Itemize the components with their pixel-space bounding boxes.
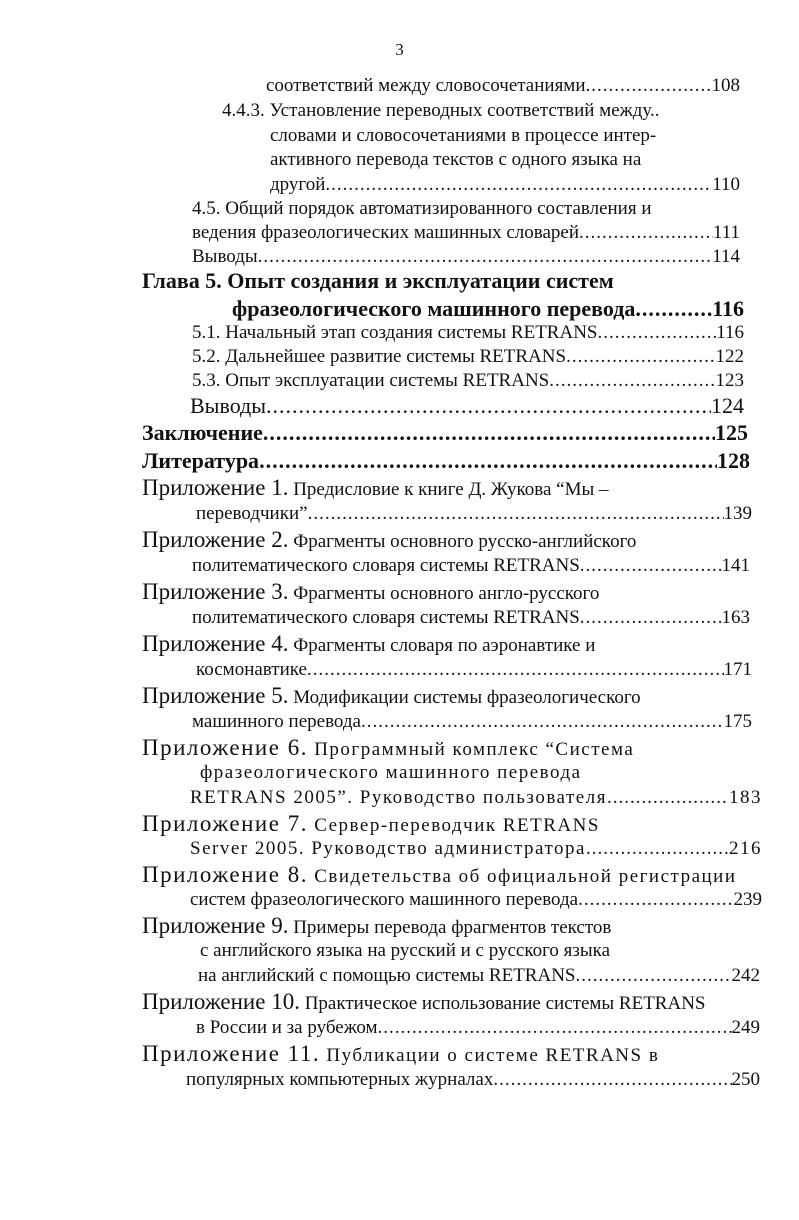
toc-entry-text: политематического словаря системы RETRANS [192, 607, 580, 628]
toc-entry[interactable] [190, 837, 762, 861]
toc-entry[interactable] [192, 245, 740, 269]
appendix-label: Приложение 10. [142, 989, 300, 1014]
toc-entry-text: на английский с помощью системы RETRANS [198, 965, 576, 986]
appendix-label: Приложение 3. [142, 579, 289, 604]
toc-entry[interactable] [270, 173, 740, 197]
leader-dots [493, 1068, 731, 1092]
leader-dots [635, 297, 712, 321]
toc-entry[interactable] [192, 321, 744, 345]
appendix-title: Фрагменты основного англо-русского [293, 583, 600, 604]
appendix-label: Приложение 6. [142, 735, 308, 760]
appendix-title: Примеры перевода фрагментов текстов [293, 917, 612, 938]
appendix-label: Приложение 7. [142, 811, 308, 836]
appendix-heading[interactable] [142, 528, 636, 554]
toc-entry-text: соответствий между словосочетаниями [266, 75, 586, 96]
leader-dots [598, 321, 717, 345]
leader-dots [580, 554, 722, 578]
toc-page-number: 110 [712, 174, 740, 195]
toc-entry[interactable] [196, 1016, 760, 1040]
leader-dots [580, 606, 722, 630]
appendix-heading[interactable] [142, 580, 599, 606]
toc-entry-text: ведения фразеологических машинных словарей [192, 222, 580, 243]
toc-entry-text: другой [270, 174, 326, 195]
appendix-title: Сервер-переводчик RETRANS [314, 815, 600, 836]
toc-entry-text: переводчики” [196, 503, 308, 524]
toc-entry[interactable] [142, 449, 750, 473]
leader-dots [579, 221, 713, 245]
toc-entry[interactable] [192, 606, 750, 630]
toc-entry-text: Server 2005. Руководство администратора [190, 838, 586, 859]
appendix-heading[interactable] [142, 736, 634, 762]
toc-entry-text: космонавтике [196, 659, 307, 680]
appendix-heading[interactable] [142, 632, 595, 658]
toc-entry-continuation: с английского языка на русский и с русского языка [200, 940, 611, 961]
toc-page-number: 171 [723, 659, 752, 680]
toc-entry[interactable] [190, 786, 762, 810]
toc-entry-heading[interactable]: 4.4.3. Установление переводных соответствий между.. [222, 100, 660, 121]
toc-page-number: 239 [733, 889, 762, 910]
toc-entry-text: 5.2. Дальнейшее развитие системы RETRANS [192, 346, 567, 367]
appendix-title: Практическое использование системы RETRANS [304, 993, 706, 1014]
leader-dots [307, 658, 724, 682]
toc-entry[interactable] [192, 710, 752, 734]
appendix-heading[interactable] [142, 863, 737, 889]
toc-page-number: 122 [715, 346, 744, 367]
leader-dots [361, 710, 724, 734]
toc-page-number: 141 [721, 555, 750, 576]
toc-entry-text: 5.1. Начальный этап создания системы RETRANS [192, 322, 598, 343]
appendix-label: Приложение 11. [142, 1041, 321, 1066]
toc-entry-text: Выводы [192, 246, 258, 267]
leader-dots [607, 786, 729, 810]
toc-entry[interactable] [192, 345, 744, 369]
toc-entry[interactable] [196, 502, 752, 526]
toc-entry-text: 5.3. Опыт эксплуатации системы RETRANS [192, 370, 550, 391]
appendix-label: Приложение 8. [142, 862, 308, 887]
toc-entry-text: в России и за рубежом [196, 1017, 378, 1038]
toc-entry-text: Выводы [190, 393, 267, 418]
leader-dots [575, 964, 731, 988]
toc-page-number: 125 [715, 420, 748, 445]
toc-page-number: 242 [731, 965, 760, 986]
toc-entry-continuation: словами и словосочетаниями в процессе интер- [270, 125, 657, 146]
appendix-heading[interactable] [142, 990, 706, 1016]
leader-dots [325, 173, 712, 197]
toc-page-number: 116 [716, 322, 744, 343]
toc-entry[interactable] [186, 1068, 760, 1092]
appendix-heading[interactable] [142, 812, 600, 838]
toc-entry-text: политематического словаря системы RETRANS [192, 555, 580, 576]
page-number: 3 [395, 40, 404, 59]
appendix-title: Предисловие к книге Д. Жукова “Мы – [293, 479, 609, 500]
toc-page-number: 111 [712, 222, 740, 243]
toc-entry-text: фразеологического машинного перевода [232, 296, 636, 321]
leader-dots [586, 74, 712, 98]
toc-entry[interactable] [232, 297, 744, 321]
toc-entry-text: машинного перевода [192, 711, 361, 732]
toc-entry-heading[interactable]: 4.5. Общий порядок автоматизированного составления и [192, 198, 652, 219]
appendix-label: Приложение 2. [142, 527, 289, 552]
toc-entry-continuation: активного перевода текстов с одного языка на [270, 149, 642, 170]
toc-page-number: 108 [711, 75, 740, 96]
leader-dots [378, 1016, 732, 1040]
appendix-heading[interactable] [142, 1042, 659, 1068]
toc-page-number: 163 [721, 607, 750, 628]
toc-entry-text: Литература [142, 448, 260, 473]
appendix-heading[interactable] [142, 914, 611, 940]
toc-entry[interactable] [190, 888, 762, 912]
toc-entry[interactable] [198, 964, 760, 988]
appendix-title: Фрагменты словаря по аэронавтике и [293, 635, 596, 656]
chapter-heading[interactable]: Глава 5. Опыт создания и эксплуатации систем [142, 268, 614, 293]
leader-dots [549, 369, 715, 393]
toc-page-number: 216 [729, 838, 762, 859]
toc-page-number: 139 [723, 503, 752, 524]
toc-page-number: 128 [717, 448, 750, 473]
appendix-label: Приложение 5. [142, 683, 289, 708]
leader-dots [566, 345, 715, 369]
appendix-heading[interactable] [142, 684, 641, 710]
appendix-title: Свидетельства об официальной регистрации [314, 866, 737, 887]
leader-dots [259, 449, 717, 473]
toc-entry[interactable] [192, 554, 750, 578]
appendix-label: Приложение 4. [142, 631, 289, 656]
appendix-title: Модификации системы фразеологического [293, 687, 641, 708]
leader-dots [263, 421, 715, 445]
toc-entry[interactable] [190, 394, 744, 418]
toc-page-number: 175 [723, 711, 752, 732]
toc-entry[interactable] [192, 369, 744, 393]
toc-entry-text: Заключение [142, 420, 263, 445]
toc-page-number: 114 [712, 246, 740, 267]
toc-entry[interactable] [266, 74, 740, 98]
toc-entry[interactable] [192, 221, 740, 245]
leader-dots [578, 888, 733, 912]
toc-page-number: 124 [711, 393, 744, 418]
appendix-title: Фрагменты основного русско-английского [293, 531, 637, 552]
toc-entry-text: систем фразеологического машинного перевода [190, 889, 579, 910]
appendix-title: Программный комплекс “Система [314, 739, 635, 760]
toc-entry[interactable] [142, 421, 748, 445]
leader-dots [586, 837, 729, 861]
appendix-label: Приложение 1. [142, 475, 289, 500]
leader-dots [258, 245, 713, 269]
toc-page-number: 249 [731, 1017, 760, 1038]
appendix-title: Публикации о системе RETRANS в [326, 1045, 660, 1066]
toc-page-number: 183 [729, 787, 762, 808]
toc-entry-text: RETRANS 2005”. Руководство пользователя [190, 787, 607, 808]
toc-page-number: 250 [731, 1069, 760, 1090]
toc-page-number: 123 [715, 370, 744, 391]
appendix-label: Приложение 9. [142, 913, 289, 938]
toc-entry-text: популярных компьютерных журналах [186, 1069, 494, 1090]
toc-entry[interactable] [196, 658, 752, 682]
appendix-heading[interactable] [142, 476, 609, 502]
toc-page-number: 116 [712, 296, 744, 321]
leader-dots [308, 502, 724, 526]
toc-entry-continuation: фразеологического машинного перевода [200, 762, 582, 783]
leader-dots [266, 394, 711, 418]
